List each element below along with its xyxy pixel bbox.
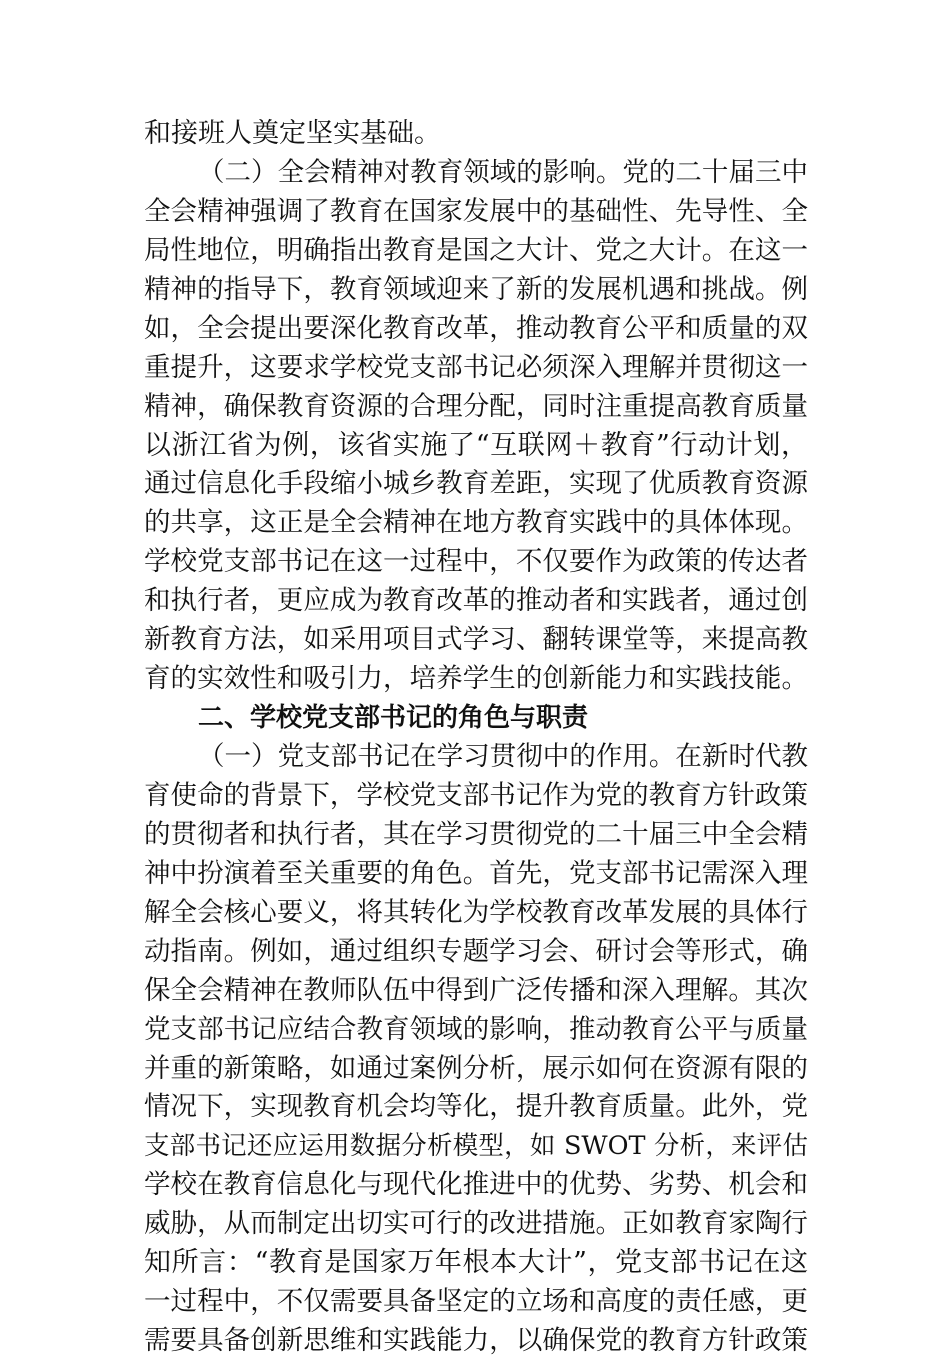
text-line: 精神，确保教育资源的合理分配，同时注重提高教育质量 (144, 390, 808, 422)
text-line: 的共享，这正是全会精神在地方教育实践中的具体体现。 (144, 507, 808, 539)
text-line: 新教育方法，如采用项目式学习、翻转课堂等，来提高教 (144, 624, 808, 656)
text-line: 和执行者，更应成为教育改革的推动者和实践者，通过创 (144, 585, 808, 617)
text-line: 育使命的背景下，学校党支部书记作为党的教育方针政策 (144, 779, 808, 811)
text-line: （二）全会精神对教育领域的影响。党的二十届三中 (198, 156, 808, 188)
text-line: 解全会核心要义，将其转化为学校教育改革发展的具体行 (144, 896, 808, 928)
section-heading: 二、学校党支部书记的角色与职责 (198, 703, 589, 734)
text-line: 学校党支部书记在这一过程中，不仅要作为政策的传达者 (144, 546, 808, 578)
text-line: 威胁，从而制定出切实可行的改进措施。正如教育家陶行 (144, 1208, 808, 1240)
text-line: 和接班人奠定坚实基础。 (144, 118, 441, 149)
text-line: 的贯彻者和执行者，其在学习贯彻党的二十届三中全会精 (144, 818, 808, 850)
text-line: 重提升，这要求学校党支部书记必须深入理解并贯彻这一 (144, 351, 808, 383)
text-line: 全会精神强调了教育在国家发展中的基础性、先导性、全 (144, 195, 808, 227)
text-line: 学校在教育信息化与现代化推进中的优势、劣势、机会和 (144, 1169, 808, 1201)
text-line: 局性地位，明确指出教育是国之大计、党之大计。在这一 (144, 234, 808, 266)
text-line: 一过程中，不仅需要具备坚定的立场和高度的责任感，更 (144, 1286, 808, 1318)
text-line: 情况下，实现教育机会均等化，提升教育质量。此外，党 (144, 1091, 808, 1123)
document-body (144, 115, 808, 1361)
text-line: 党支部书记应结合教育领域的影响，推动教育公平与质量 (144, 1013, 808, 1045)
text-line: 如，全会提出要深化教育改革，推动教育公平和质量的双 (144, 312, 808, 344)
text-line: 动指南。例如，通过组织专题学习会、研讨会等形式，确 (144, 935, 808, 967)
text-line: 知所言：“教育是国家万年根本大计”，党支部书记在这 (144, 1247, 808, 1279)
text-line: 精神的指导下，教育领域迎来了新的发展机遇和挑战。例 (144, 273, 808, 305)
text-line: （一）党支部书记在学习贯彻中的作用。在新时代教 (198, 741, 808, 772)
text-line: 以浙江省为例，该省实施了“互联网＋教育”行动计划， (144, 429, 808, 461)
text-line: 育的实效性和吸引力，培养学生的创新能力和实践技能。 (144, 663, 808, 695)
text-line: 通过信息化手段缩小城乡教育差距，实现了优质教育资源 (144, 468, 808, 500)
text-line: 并重的新策略，如通过案例分析，展示如何在资源有限的 (144, 1052, 808, 1084)
text-line: 支部书记还应运用数据分析模型，如 SWOT 分析，来评估 (144, 1131, 808, 1162)
text-line: 保全会精神在教师队伍中得到广泛传播和深入理解。其次 (144, 974, 808, 1006)
text-line: 需要具备创新思维和实践能力，以确保党的教育方针政策 (144, 1325, 808, 1357)
text-line: 神中扮演着至关重要的角色。首先，党支部书记需深入理 (144, 857, 808, 889)
